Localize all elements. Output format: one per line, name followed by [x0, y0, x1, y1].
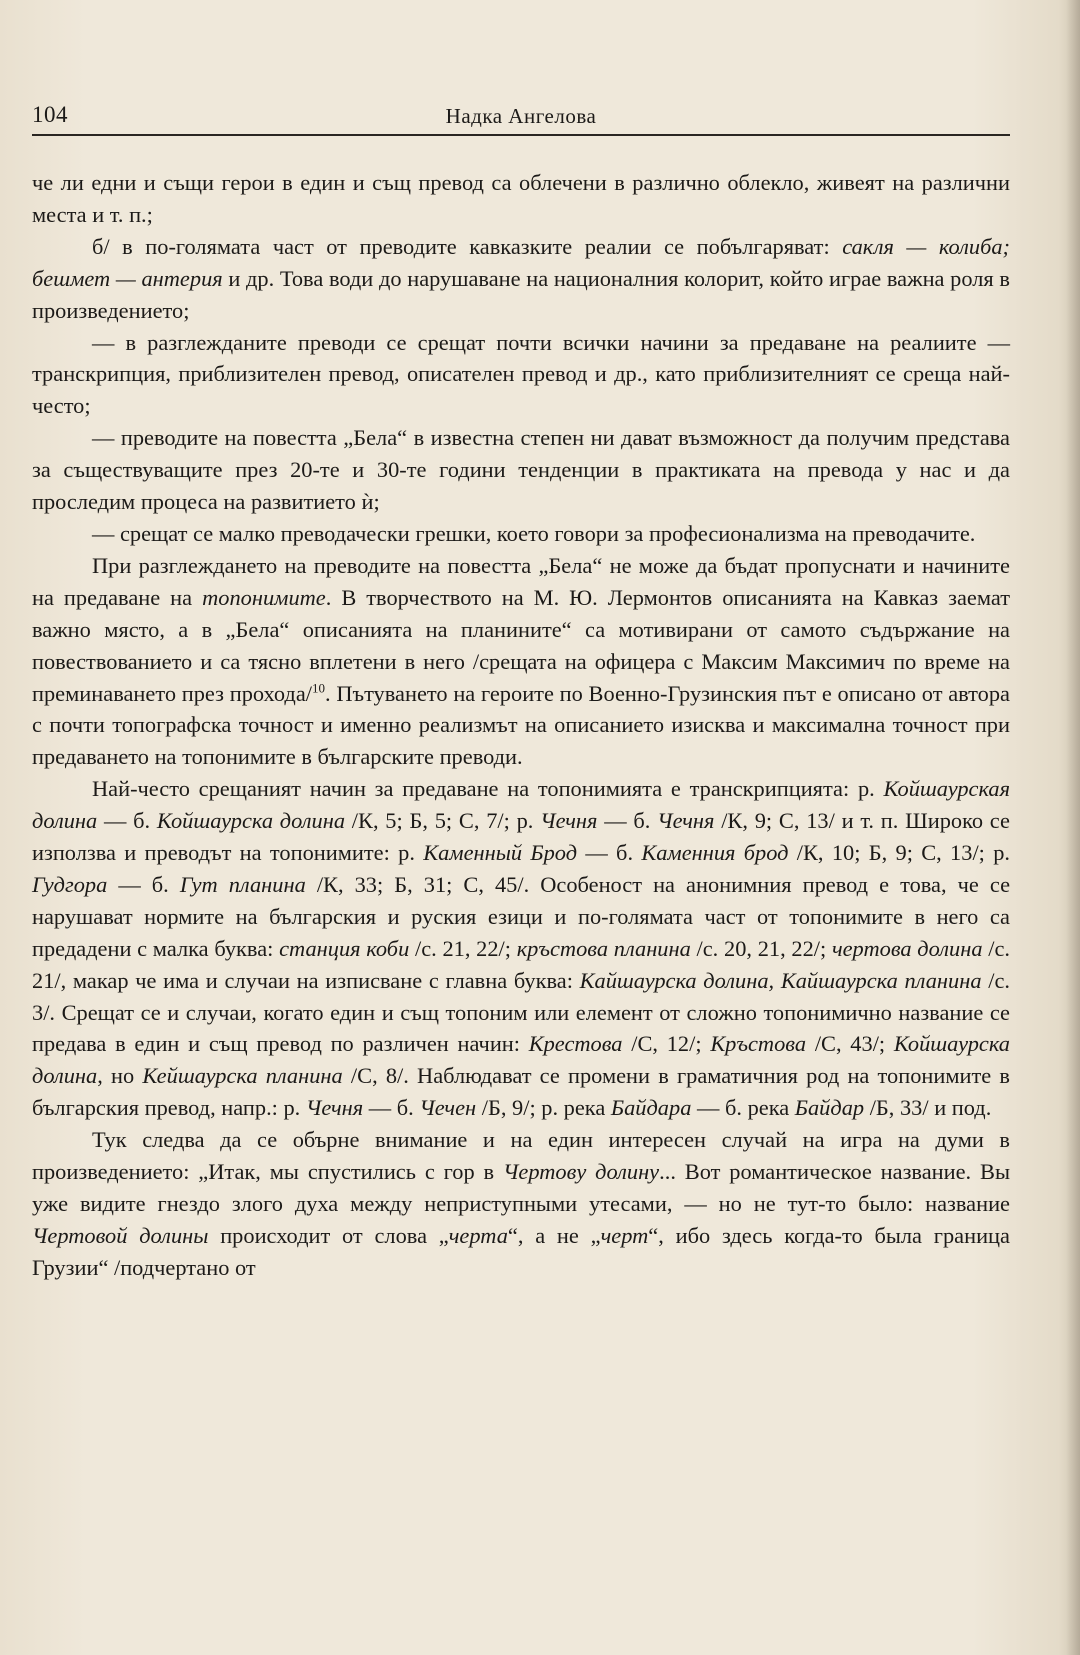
text-run: ... Вот романтическое название. Вы уже видите гнездо злого духа между неприступными утесами, — но не тут-то было: название	[32, 1159, 1010, 1216]
italic-text: Чертову долину	[502, 1159, 660, 1185]
paragraph	[32, 1124, 1010, 1284]
italic-text: сакля — колиба; бешмет — антерия	[32, 233, 1010, 291]
text-run: — срещат се малко преводачески грешки, което говори за професионализма на преводачите.	[92, 520, 976, 546]
text-run: /С, 43/;	[806, 1031, 894, 1057]
text-run: /С, 12/;	[622, 1031, 711, 1057]
italic-text: Чечня	[305, 1095, 364, 1121]
body-text	[32, 167, 1010, 1284]
text-run: /с. 21/, макар че има и случаи на изписване с главна буква:	[32, 935, 1010, 993]
text-run: и др. Това води до нарушаване на националния колорит, който играе важна роля в произведението;	[32, 265, 1010, 323]
text-run: — б.	[107, 871, 180, 897]
italic-text: Чечен	[419, 1095, 477, 1121]
italic-text: Кръстова	[710, 1031, 807, 1057]
italic-text: Койшаурская долина	[32, 776, 1010, 834]
text-run: — б.	[577, 840, 642, 866]
text-run: — преводите на повестта „Бела“ в известна степен ни дават възможност да получим представа за съществуващите през 20-те и 30-те години тенденции в практиката на превода у нас и да проследим процеса на развитието ѝ;	[32, 425, 1010, 515]
text-run: /К, 10; Б, 9; С, 13/; р.	[788, 840, 1010, 866]
text-run: /Б, 9/; р. река	[476, 1095, 611, 1121]
italic-text: станция коби	[279, 935, 410, 961]
text-run: /К, 9; С, 13/ и т. п. Широко се използва и преводът на топонимите: р.	[32, 808, 1010, 866]
text-run: Най-често срещаният начин за предаване на топонимията е транскрипцията: р.	[92, 776, 884, 802]
paragraph	[32, 327, 1010, 423]
text-run: /Б, 33/ и под.	[864, 1095, 992, 1121]
paragraph	[32, 550, 1010, 773]
italic-text: Крестова	[528, 1031, 623, 1057]
paragraph	[32, 518, 1010, 550]
text-run: /с. 20, 21, 22/;	[690, 935, 832, 961]
text-run: — б.	[597, 808, 658, 834]
italic-text: Байдар	[794, 1095, 865, 1121]
page-header	[32, 100, 1010, 136]
text-run: /К, 5; Б, 5; С, 7/; р.	[345, 808, 541, 834]
page-number: 104	[32, 102, 68, 127]
text-run: — б. река	[691, 1095, 795, 1121]
text-run: б/ в по-голямата част от преводите кавказките реалии се побългаряват:	[92, 233, 843, 259]
text-run: /с. 21, 22/;	[409, 935, 517, 961]
italic-text: чертова долина	[831, 935, 983, 961]
paragraph	[32, 422, 1010, 518]
running-head: Надка Ангелова	[445, 104, 597, 128]
text-run: /с. 3/. Срещат се и случаи, когато един и същ топоним или елемент от сложно топонимично название се предава в един и същ превод по различен начин:	[32, 967, 1010, 1057]
italic-text: Чертовой долины	[32, 1222, 209, 1248]
italic-text: топонимите	[202, 584, 326, 610]
text-run: “, а не „	[507, 1222, 601, 1248]
text-run: — в разглежданите преводи се срещат почти всички начини за предаване на реалиите — транскрипция, приблизителен превод, описателен превод и др., като приблизителният се среща най-често;	[32, 329, 1010, 419]
italic-text: Койшаурска долина	[32, 1031, 1010, 1089]
italic-text: черта	[448, 1222, 508, 1248]
text-run: /С, 8/. Наблюдават се промени в граматичния род на топонимите в българския превод, напр.: р.	[32, 1063, 1010, 1121]
text-run: че ли едни и същи герои в един и същ превод са облечени в различно облекло, живеят на различни места и т. п.;	[32, 170, 1010, 227]
paragraph	[32, 167, 1010, 231]
text-run: происходит от слова „	[208, 1222, 449, 1248]
text-run: При разглеждането на преводите на повестта „Бела“ не може да бъдат пропуснати и начините на предаване на	[32, 552, 1010, 610]
italic-text: Койшаурска долина	[156, 808, 346, 834]
text-run: — б.	[97, 808, 157, 834]
text-run: . Пътуването на героите по Военно-Грузинския път е описано от автора с почти топографска точност и именно реализмът на описанието изисква и максимална точност при предаването на топонимите в българските преводи.	[32, 680, 1010, 770]
italic-text: Чечня	[657, 808, 715, 834]
italic-text: Чечня	[540, 808, 598, 834]
italic-text: кръстова планина	[516, 935, 691, 961]
italic-text: Кейшаурска планина	[142, 1063, 343, 1089]
italic-text: Гудгора	[32, 871, 108, 897]
text-run: , но	[97, 1063, 143, 1089]
italic-text: Байдара	[610, 1095, 692, 1121]
text-run: “, ибо здесь когда-то была граница Грузии“ /подчертано от	[32, 1222, 1010, 1280]
paragraph	[32, 231, 1010, 327]
italic-text: Гут планина	[179, 871, 306, 897]
text-run: Тук следва да се обърне внимание и на един интересен случай на игра на думи в произведението: „Итак, мы спустились с гор в	[32, 1127, 1010, 1185]
header-rule	[32, 134, 1010, 136]
text-run: /К, 33; Б, 31; С, 45/. Особеност на анонимния превод е това, че се нарушават нормите на българския и руския езици и по-голямата част от топонимите в него са предадени с малка буква:	[32, 871, 1011, 961]
italic-text: черт	[600, 1222, 649, 1248]
footnote-ref: 10	[311, 680, 325, 696]
paragraph	[32, 773, 1010, 1124]
text-run: — б.	[363, 1095, 420, 1121]
page-edge-shadow	[1066, 0, 1080, 1655]
italic-text: Каменния брод	[641, 840, 789, 866]
text-run: . В творчеството на М. Ю. Лермонтов описанията на Кавказ заемат важно място, а в „Бела“ описанията на планините“ са мотивирани от самото съдържание на повествованието и са тясно вплетени в него /срещата на офицера с Максим Максимич по време на преминаването през прохода/	[32, 584, 1010, 706]
italic-text: Каменный Брод	[423, 840, 578, 866]
italic-text: Кайшаурска долина, Кайшаурска планина	[579, 967, 982, 993]
